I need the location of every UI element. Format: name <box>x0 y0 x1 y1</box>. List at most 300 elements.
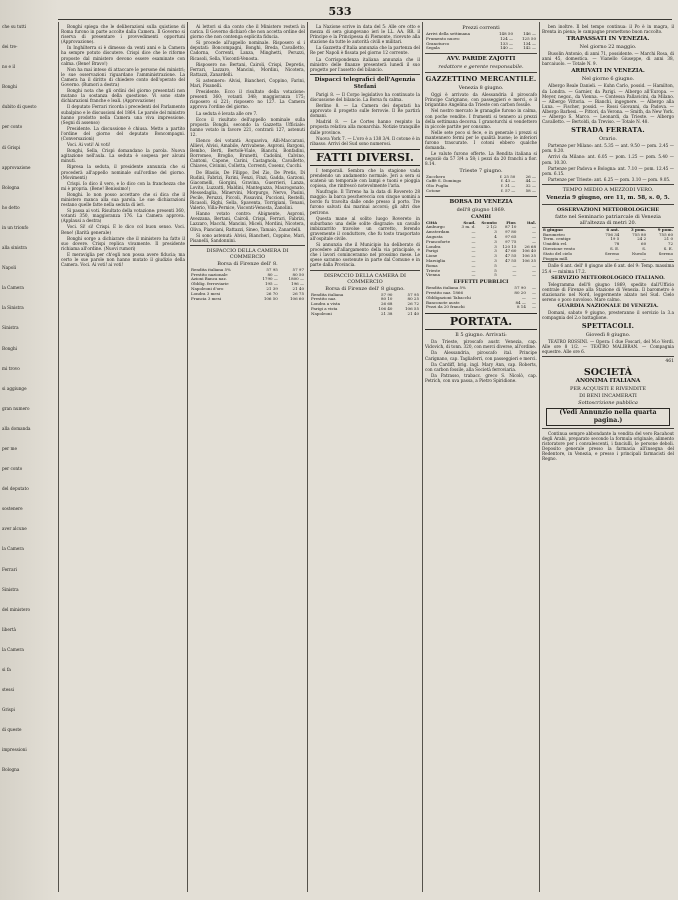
table-cell: 756 34 <box>605 232 620 237</box>
ferrata-paragraph: Partenze per Padova e Bologna: ant. 7.10 — pom. 12.45 — pom. 6.15. <box>542 165 674 176</box>
table-cell: Londra <box>426 244 441 249</box>
table-cell: Londra 3 mesi <box>191 291 221 296</box>
exchange-table-title: DISPACCIO DELLA CAMERA DI COMMERCIO <box>206 247 289 260</box>
table-cell: — <box>521 295 526 300</box>
table-cell: 3 <box>494 239 497 244</box>
table-cell: S. <box>642 247 647 252</box>
table-cell: Trieste <box>426 268 441 273</box>
vote-list-text <box>190 24 305 243</box>
report-paragraph: Si passa ai voti. Risultato della votazione: presenti 360, votanti 350, maggioranza 176. La Camera approva. (Applausi a destra) <box>61 208 185 224</box>
gazzettino-paragraph: Le valute furono offerte. La Rendita italiana si negoziò da 57 3/4 a 58; i pezzi da 20 franchi a fior. 8.14. <box>425 151 537 167</box>
portata-paragraph: Da Trieste, piroscafo austr. Venezia, cap. Vidovich, di tonn. 320, con merci diverse, all'ordine. <box>425 339 537 350</box>
cambi-title: CAMBI <box>471 213 491 220</box>
effetti-title: EFFETTI PUBBLICI <box>453 279 509 286</box>
divider <box>310 74 420 75</box>
text-fragment: mi trovo <box>2 365 20 371</box>
vote-paragraph: Si astennero: Alvisi, Biancheri, Coppino, Farini, Mari, Pisanelli. <box>190 77 305 89</box>
table-cell: 3 m. d. <box>461 225 476 230</box>
header-cell: Sconto <box>481 220 497 225</box>
ferrata-paragraph: Partenze per Trieste: ant. 6.25 — pom. 3.10 — pom. 9.05. <box>548 176 671 182</box>
report-paragraph: Il deputato Ferrari ricorda i precedenti del Parlamento subalpino e le discussioni del 1864. Le parole del ministro hanno prodotto nella Camera una viva impressione. (Segni di assenso) <box>61 104 185 125</box>
ferrata-text <box>542 143 674 182</box>
column-divider <box>187 22 188 892</box>
table-cell: Londra a vista <box>311 302 341 307</box>
table-cell: 5 <box>494 268 497 273</box>
arrivati-text: Albergo Reale Danieli. — Kuhn Carlo, possid. — Hamilton, da Londra. — Garnier, da Parigi. — Albergo all'Europa. — Meyer, negoz., da Vienna. — Contessa Pallavicini, da Milano. — Albergo Vittoria. — Bianchi, ingegnere. — Albergo alla Luna. — Fischer, possid. — Rossi Giovanni, da Padova. — Albergo Barbesi. — Pittori, da Verona. — Smith, da New York. — Albergo S. Marco. — Leonardi, da Trieste. — Albergo Cavalletto. — Bertoldi, da Treviso. — Totale N. 48. <box>542 83 674 125</box>
table-cell: 26 68 <box>524 244 536 249</box>
table-cell: f. 43 — <box>501 179 516 184</box>
table-cell: Nuvolo <box>631 251 647 256</box>
table-cell: 2 1/2 <box>486 225 497 230</box>
table-cell: Pezzi da 20 franchi <box>426 305 465 310</box>
table-cell: — <box>532 295 536 300</box>
report-paragraph: E meraviglia per ch'egli non possa avere fiducia; ma certo le sue parole non hanno mutato il giudizio della Camera. Voci. Ai voti! ai voti! <box>61 251 185 268</box>
divider <box>190 245 305 246</box>
servizio-title: SERVIZIO METEOROLOGICO ITALIANO. <box>551 274 665 281</box>
table-cell: Augusta <box>426 235 443 240</box>
table-cell: Frumento nuovo <box>426 36 460 41</box>
header-cell: 9 pom. <box>657 227 673 232</box>
table-cell: 21 38 <box>380 311 393 316</box>
report-paragraph: Presidente. La discussione è chiusa. Metto a partito l'ordine del giorno del deputato Boncompagni. (Conversazioni) <box>61 125 185 141</box>
header-cell: Città <box>426 220 437 225</box>
borsa-title: BORSA DI VENEZIA <box>449 198 513 205</box>
table-cell: — <box>532 268 536 273</box>
table-cell: Lione <box>426 254 438 259</box>
vote-paragraph: La seduta è levata alle ore 7. <box>196 110 258 116</box>
table-cell: 5 <box>494 273 497 278</box>
table-cell: — <box>532 239 536 244</box>
portata-title: PORTATA. <box>425 313 537 330</box>
text-fragment: Bologna <box>2 184 20 190</box>
vote-paragraph: Elenco dei votanti: Acquaviva, Alli-Maccarani, Allievi, Alvisi, Amabile, Arrivabene, Asproni, Bargoni, Bembo, Berti, Bertolè-Viale, Bianchi, Bonfadini, Borromeo, Broglio, Brunetti, Cadolini, Calvino, Cantoni, Capone, Carini, Castagnola, Cavalletto, Chiaves, Civinini, Collotta, Correnti, Cosenz, Cucchi. <box>190 137 305 169</box>
ferrata-paragraph: Arrivi da Milano: ant. 6.05 — pom. 1.25 — pom. 5.40 — pom. 10.30. <box>542 154 674 165</box>
gazzettino-paragraph: Oggi è arrivato da Alessandria il piroscafo Principe Carignano, con passeggieri e merci, e il brigantino Angelina da Trieste con carbon fossile. <box>425 92 537 108</box>
table-cell: 5 <box>494 263 497 268</box>
table-cell: — <box>532 300 536 305</box>
table-cell: — <box>642 256 647 261</box>
telegrams-text <box>310 92 420 146</box>
effetti-table <box>425 286 537 310</box>
table-cell: Direzione vento <box>543 247 575 252</box>
report-paragraph: Bonghi nota che gli ordini del giorno presentati non mutano la sostanza della questione. Vi sono state dichiarazioni franche e leali. (Approvazione) <box>61 88 185 104</box>
trapassati-date: Nel giorno 22 maggio. <box>579 44 637 51</box>
page-number: 533 <box>328 5 352 18</box>
divider <box>310 270 420 271</box>
table-row <box>310 312 420 317</box>
table-cell: — <box>532 235 536 240</box>
observations-title: OSSERVAZIONI METEOROLOGICHE <box>556 206 660 213</box>
cambi-table <box>425 221 537 279</box>
table-cell: 60 <box>641 242 647 247</box>
table-cell: 24 2 <box>637 237 647 242</box>
exchange-table <box>190 268 305 302</box>
table-cell: Marsiglia <box>426 259 446 264</box>
column-commerce <box>425 24 537 894</box>
table-cell: Amsterdam <box>426 230 450 235</box>
table-cell: Banconote austr. <box>426 300 461 305</box>
report-paragraph: Crispi. Io dico il vero, e lo dico con la franchezza che mi è propria. (Bene! Benissimo!) <box>61 180 185 191</box>
table-cell: — <box>615 256 620 261</box>
table-cell: 120 15 <box>502 244 517 249</box>
table-cell: Napoleoni d'oro <box>191 287 224 292</box>
table-cell: — <box>471 249 476 254</box>
table-cell: Azioni Banca naz. <box>191 277 227 282</box>
tempo-title: TEMPO MEDIO A MEZZODI VERO. <box>562 186 654 193</box>
table-cell: 80 10 <box>380 297 393 302</box>
table-cell: Obbligazioni Tabacchi <box>426 295 471 300</box>
table-cell: 80 50 <box>292 272 304 277</box>
table-cell: 26 68 <box>380 302 393 307</box>
table-cell: — <box>532 225 536 230</box>
text-fragment: si aggiunge <box>2 385 27 391</box>
guardia-title: GUARDIA NAZIONALE DI VENEZIA. <box>557 303 659 310</box>
portata-text <box>425 339 537 383</box>
gazzettino-paragraph: Nel nostro mercato le granaglie furono in calma, con poche vendite. I frumenti si tennero ai prezzi della settimana decorsa. I granoturchi si vendettero in piccole partite per consumo. <box>425 108 537 129</box>
table-row <box>190 297 305 302</box>
table-cell: 755 80 <box>632 232 647 237</box>
weather-notes <box>542 24 674 34</box>
table-cell: 140 — <box>500 46 514 51</box>
text-fragment: del deputato <box>2 486 29 492</box>
text-fragment: Sinistra <box>2 586 19 592</box>
text-fragment: la Camera <box>2 546 24 552</box>
fatti-diversi-title: FATTI DIVERSI. <box>310 149 420 166</box>
table-cell: 8 14 <box>516 305 526 310</box>
table-cell: — <box>471 239 476 244</box>
prices-header: Prezzi correnti <box>462 25 500 31</box>
report-paragraph: Bonghi, Sella, Crispi domandano la parola. Nuova agitazione nell'aula. La seduta è sospesa per alcuni minuti. <box>61 148 185 164</box>
vote-paragraph: Hanno votato contro: Abignente, Asproni, Avezzana, Bertani, Cairoli, Crispi, Ferrari, Fabrizi, Lazzaro, Macchi, Mancini, Miceli, Mordini, Nicotera, Oliva, Pianciani, Rattazzi, Sineo, Tamaio, Zanardelli. <box>190 211 305 232</box>
portata-date: Il 5 giugno. Arrivati: <box>455 332 507 339</box>
tempo-line: Venezia 9 giugno, ore 11, m. 58, s. 0, 5. <box>546 194 670 201</box>
table-cell: f. 31 — <box>501 184 516 189</box>
text-fragment: impressioni <box>2 747 27 753</box>
table-cell: 32 — <box>525 184 536 189</box>
vote-paragraph: Risposero no: Bertani, Cairoli, Crispi, Depretis, Ferrari, Lazzaro, Mancini, Mordini, Nicotera, Rattazzi, Zanardelli. <box>190 61 305 77</box>
table-cell: Pioggia mill. <box>543 256 569 261</box>
table-cell: — <box>532 263 536 268</box>
table-cell: 47 60 <box>504 249 517 254</box>
text-fragment: di queste <box>2 727 22 733</box>
vote-paragraph: De Blasiis, De Filippo, Del Zio, De Pretis, Di Rudinì, Fabrizi, Farini, Fenzi, Finzi, Gadda, Garzoni, Giacomelli, Giorgini, Gravina, Guerrieri, Lanza, Lovito, Luzzatti, Maldini, Mantegazza, Maurogonato, Messedaglia, Minervini, Morpurgo, Nervo, Pasini, Pecile, Peruzzi, Piccoli, Pissavini, Puccioni, Restelli, Ricasoli, Righi, Sella, Spaventa, Torrigiani, Tenani, Valerio, Villa-Pernice, Visconti-Venosta, Zanolini. <box>190 169 305 211</box>
fatti-diversi-text <box>310 168 420 268</box>
column-vote-list <box>190 24 305 894</box>
gazzettino-text <box>425 92 537 166</box>
exchange-table-subtitle: Borsa di Firenze dell' 8. <box>217 260 278 267</box>
table-cell: Amburgo <box>426 225 445 230</box>
divider <box>542 184 674 185</box>
table-cell: — <box>532 273 536 278</box>
table-cell: S. E. <box>609 247 620 252</box>
text-fragment: approvazione <box>2 164 31 170</box>
report-paragraph: Voci. Sì! sì! Crispi. E lo dico col buon senso. Voci. Bene! (Ilarità generale) <box>61 224 185 235</box>
table-cell: Stato del cielo <box>543 251 573 256</box>
report-paragraph: In Inghilterra si è dimesso da venti anni e la Camera ha sempre potuto discutere. Crispi dice che le riforme proposte dal ministero devono essere esaminate con calma. (Bene! Bravo!) <box>61 45 185 66</box>
report-paragraph: Non ha mai inteso di attaccare le persone dei ministri; le sue osservazioni riguardano l'amministrazione. La Camera ha il diritto di chiedere conto dell'operato del Governo. (Rumori a destra) <box>61 66 185 88</box>
text-fragment: si fa <box>2 667 11 672</box>
table-cell: S. E. <box>663 247 673 252</box>
vote-paragraph: Presidente. Ecco il risultato della votazione: presenti 360; votanti 348; maggioranza 175; risposero sì 221; risposero no 127. La Camera approva l'ordine del giorno. <box>190 89 305 110</box>
table-cell: Term. centigr. <box>543 237 572 242</box>
gazzettino-title: GAZZETTINO MERCANTILE. <box>425 75 537 84</box>
divider <box>425 72 537 73</box>
table-cell: 134 — <box>523 41 536 46</box>
text-fragment: Sinistra <box>2 325 19 331</box>
table-cell: Prestito nazionale <box>191 272 228 277</box>
spettacoli-title: SPETTACOLI. <box>581 322 635 331</box>
text-fragment: Bologna <box>2 767 20 773</box>
ad-subtitle: ANONIMA ITALIANA <box>575 377 641 384</box>
table-cell: 124 — <box>500 36 514 41</box>
table-cell: Parigi a vista <box>311 306 338 311</box>
header-rule <box>58 19 672 20</box>
table-cell: — <box>532 230 536 235</box>
divider <box>425 196 537 197</box>
weather-paragraph: ben inoltre. Il bel tempo continua: il Po è in magra, il Brenta in piena; le campagne promettono buon raccolto. <box>542 24 674 35</box>
portata-paragraph: Da Patrasso, trabacc. greco S. Nicolò, cap. Petrich, con uva passa, a Pietro Spiridione. <box>425 372 537 383</box>
column-divider <box>422 22 423 892</box>
table-cell: — <box>471 273 476 278</box>
table-cell: Sereno <box>604 251 620 256</box>
table-cell: — <box>532 305 536 310</box>
table-cell: Vienna <box>426 273 441 278</box>
vote-paragraph: Ai lettori si dia conto che il Ministero resterà in carica. Il Governo dichiarò che non accetta ordine del giorno che non contenga esplicita fiducia. <box>190 24 305 40</box>
table-cell: f. 25 50 <box>499 174 516 179</box>
vote-paragraph: Si procede all'appello nominale. Risposero sì i deputati: Boncompagni, Bonghi, Breda, Cavalletto, Cadorna, Correnti, Lanza, Minghetti, Peruzzi, Ricasoli, Sella, Visconti-Venosta. <box>190 40 305 61</box>
table-cell: 97 80 <box>504 230 517 235</box>
table-cell: 106 40 <box>522 249 536 254</box>
table-cell: 80 — <box>267 272 278 277</box>
table-row <box>425 46 537 51</box>
vote-paragraph: Si sono astenuti: Alvisi, Biancheri, Coppino, Mari, Pisanelli, Sandonnini. <box>190 232 305 243</box>
ad-line: Sottoscrizione pubblica <box>578 399 638 406</box>
text-fragment: la Camera <box>2 646 24 652</box>
table-cell: Zucchero <box>426 174 446 179</box>
ferrata-title: STRADA FERRATA. <box>571 126 645 135</box>
table-cell: Rendita italiana 5% <box>426 286 466 291</box>
telegram-paragraph: Berlino 8. — La Camera dei deputati ha approvato il progetto sulle ferrovie. Il Re partirà domani. <box>310 103 420 119</box>
text-fragment: di Grispi <box>2 144 21 150</box>
table-cell: Olio Puglia <box>426 184 449 189</box>
ad-number: 461 <box>665 359 674 365</box>
table-cell: 196 — <box>291 282 304 287</box>
table-cell: 3 <box>494 244 497 249</box>
text-fragment: Napoli <box>2 265 17 271</box>
table-cell: 21 39 <box>266 287 278 292</box>
divider <box>542 356 674 357</box>
table-cell: Prestito naz. <box>311 297 337 302</box>
table-cell: 57 90 <box>380 292 393 297</box>
vote-paragraph: Ecco il risultato dell'appello nominale sulla proposta Bonghi, secondo la Gazzetta Ufficiale: hanno votato in favore 221, contrarii 127, astenuti 12. <box>190 116 305 137</box>
column-notices <box>542 24 674 894</box>
text-fragment: per conto <box>2 124 23 130</box>
observations-table <box>542 227 674 263</box>
table-cell: 755 60 <box>659 232 673 237</box>
fatti-paragraph: Naufragio. Il Tirreno ha la data di Rovereto 28 maggio: la barca peschereccia con cinque uomini a bordo fu travolta dalle onde presso il porto. Tre furono salvati dai marinai accorsi; gli altri due perirono. <box>310 189 420 215</box>
header-cell: 3 pom. <box>630 227 647 232</box>
trapassati-text: Busolin Antonio, di anni 71, possidente. — Marchi Rosa, di anni 45, domestica. — Vianello Giuseppe, di anni 38, barcaiuolo. — Totale N. 9. <box>542 51 674 67</box>
trieste-title: Trieste 7 giugno. <box>459 167 503 174</box>
observations-subtitle: fatte nel Seminario patriarcale di Venezia all'altezza di metri 20. <box>555 213 661 226</box>
text-fragment: Grispi <box>2 707 15 713</box>
table-cell: — <box>512 268 517 273</box>
table-cell: 26 75 <box>292 291 304 296</box>
table-cell: 87 10 <box>504 225 517 230</box>
table-cell: Umidità rel. <box>543 242 568 247</box>
signature-role: redattore e gerente responsabile. <box>438 64 524 71</box>
news-paragraph: La Gazzetta d'Italia annunzia che la partenza del Re per Napoli è fissata pel giorno 12 corrente. <box>310 45 420 56</box>
table-cell: — <box>471 268 476 273</box>
text-fragment: dei tre- <box>2 44 18 50</box>
column-divider <box>307 22 308 892</box>
table-cell: — <box>532 291 536 296</box>
text-fragment: sostenere <box>2 506 23 512</box>
portata-paragraph: Da Cardiff, brig. ingl. Mary Ann, cap. Roberts, con carbon fossile, alla Società ferroviaria. <box>425 361 537 372</box>
table-cell: 84 — <box>515 300 526 305</box>
table-cell: 80 20 <box>514 291 526 296</box>
text-fragment: alla domanda <box>2 425 31 431</box>
table-cell: 195 — <box>264 282 278 287</box>
table-cell: 142 — <box>523 46 536 51</box>
text-fragment: aver alcune <box>2 526 27 532</box>
header-cell: 8 giugno <box>543 227 563 232</box>
borsa-subtitle: dell'8 giugno 1869. <box>456 206 506 213</box>
text-fragment: stessi <box>2 687 14 693</box>
table-cell: — <box>512 273 517 278</box>
table-cell: — <box>471 259 476 264</box>
ad-line: DI BENI INCAMERATI <box>579 392 637 399</box>
text-fragment: la Sinistra <box>2 305 24 311</box>
text-fragment: Bonghi <box>2 345 18 351</box>
dispatch-table-title: DISPACCIO DELLA CAMERA DI COMMERCIO <box>324 272 406 285</box>
table-cell: — <box>532 286 536 291</box>
table-row <box>425 305 537 310</box>
table-cell: — <box>471 244 476 249</box>
table-cell: — <box>471 230 476 235</box>
guardia-text: Domani, sabato 9 giugno, presteranno il servizio la 3.a compagnia del 2.o battaglione. <box>542 310 674 321</box>
table-cell: 3 <box>494 249 497 254</box>
table-cell: 57 97 <box>292 267 304 272</box>
text-fragment: la Camera <box>2 285 24 291</box>
observations-note: Dalle 6 ant. dell' 8 giugno alle 6 ant. del 9: Temp. massima 25.4 — minima 17.2. <box>542 263 674 274</box>
report-paragraph: Bonghi sorge a dichiarare che il ministero ha fatto il suo dovere. Crispi replica vivamente. Il presidente richiama all'ordine. (Nuovi rumori) <box>61 235 185 251</box>
text-fragment: no e il <box>2 64 16 70</box>
table-cell: 19 5 <box>610 237 620 242</box>
table-cell: 44 — <box>525 179 536 184</box>
text-fragment: per me <box>2 445 17 451</box>
portata-paragraph: Da Alessandria, piroscafo ital. Principe Carignano, cap. Tagliaferri, con passeggieri e merci. <box>425 350 537 361</box>
table-cell: 3 <box>494 259 497 264</box>
trapassati-title: TRAPASSATI IN VENEZIA. <box>566 36 650 43</box>
ad-title: SOCIETÀ <box>583 366 633 378</box>
table-cell: 106 60 <box>290 296 304 301</box>
arrivati-date: Nel giorno 6 giugno. <box>581 76 635 83</box>
report-paragraph: Ripresa la seduta, il presidente annunzia che si procederà all'appello nominale sull'ordine del giorno. (Movimenti) <box>61 164 185 180</box>
column-news <box>310 24 420 894</box>
table-cell: 1790 — <box>262 277 278 282</box>
text-fragment: che su tutti <box>2 24 27 29</box>
table-cell: 21 40 <box>407 311 419 316</box>
ad-text: Continua sempre abbondante la vendita del vero Racahout degli Arabi, preparato secondo la formula originale, alimento ristoratore per i convalescenti, i fanciulli, le persone deboli. Deposito generale presso la farmacia all'insegna del Redentore, in Venezia, e presso i principali farmacisti del Regno. <box>542 430 674 462</box>
table-cell: 148 50 <box>499 32 514 36</box>
table-row <box>425 189 537 194</box>
table-cell: 26 70 <box>266 291 278 296</box>
table-cell: Granoturco <box>426 41 450 46</box>
table-cell: 3 <box>494 230 497 235</box>
news-paragraph: La Nazione scrive in data del 5: Alle ore otto e mezza di sera giungevano ieri le LL. AA. RR. il Principe e la Principessa di Piemonte, ricevute alla stazione da tutte le autorità civili e militari. <box>310 24 420 45</box>
ferrata-subtitle: Orario. <box>599 136 617 143</box>
fatti-paragraph: Si annunzia che il Municipio ha deliberato di procedere all'allargamento della via principale, e che i lavori cominceranno nel prossimo mese. Le spese saranno sostenute in parte dal Comune e in parte dalla Provincia. <box>310 242 420 268</box>
header-cell: Scad. <box>463 220 476 225</box>
table-cell: — <box>471 235 476 240</box>
fatti-paragraph: I temporali. Sembra che la stagione vada prendendo un andamento normale. Jeri a sera si scatenò un temporale con lampi e tuoni e pioggia copiosa, che rinfrescò notevolmente l'aria. <box>310 167 420 189</box>
prices-table <box>425 32 537 51</box>
arrivati-title: ARRIVATI IN VENEZIA. <box>571 68 645 75</box>
table-cell: 106 40 <box>378 306 393 311</box>
table-cell: 106 55 <box>405 306 419 311</box>
table-cell: Francia 3 mesi <box>191 296 222 301</box>
table-cell: 80 25 <box>407 297 419 302</box>
spettacoli-text: TEATRO ROSSINI. — Opera: I due Foscari, del M.o Verdi. Alle ore 8 1/2. — TEATRO MALIBRAN. — Compagnia equestre. Alle ore 6. <box>542 339 674 355</box>
table-cell: 57 95 <box>266 267 278 272</box>
report-paragraph: Voci. Ai voti! Ai voti! <box>67 142 111 148</box>
text-fragment: alla sinistra <box>2 245 27 251</box>
signature: AVV. PARIDE ZAJOTTI <box>446 56 516 63</box>
telegram-paragraph: Nuova York 7. — L'oro è a 138 3/4. Il cotone è in ribasso. Arrivi del Sud sono numerosi. <box>310 135 420 146</box>
dispatch-table <box>310 293 420 317</box>
ad-line: PER ACQUISTI E RIVENDITE <box>569 385 646 392</box>
table-row <box>425 273 537 278</box>
table-cell: f. 57 — <box>501 188 516 193</box>
column-divider <box>539 22 540 892</box>
header-cell: Fior. <box>506 220 517 225</box>
divider <box>542 204 674 205</box>
header-cell: 6 ant. <box>606 227 620 232</box>
text-fragment: libertà <box>2 626 17 632</box>
table-cell: 47 55 <box>504 259 517 264</box>
servizio-text: Telegramma dell'8 giugno 1869, spedito dall'Ufficio centrale di Firenze alla Stazione di Venezia. Il barometro è stazionario nel Nord, leggermente alzato nel Sud. Cielo sereno o poco nuvoloso. Mare calmo. <box>542 281 674 302</box>
table-cell: Parigi <box>426 249 438 254</box>
divider <box>425 53 537 54</box>
report-paragraph: Bonghi spiega che le deliberazioni sulla quistione di Roma furono in parte accolte dalla Camera. Il Governo si riserva di presentare i provvedimenti opportuni (Approvazione). <box>61 24 185 45</box>
table-cell: Francoforte <box>426 239 451 244</box>
table-cell: Napoleoni <box>311 311 332 316</box>
table-cell: — <box>669 256 673 261</box>
telegrams-title: Dispacci telegrafici dell'Agenzia Stefani <box>314 76 416 90</box>
table-cell: Rendita italiana 5% <box>191 267 231 272</box>
table-cell: 133 — <box>500 41 514 46</box>
table-cell: 106 50 <box>263 296 278 301</box>
table-cell: Segala <box>426 46 440 51</box>
text-fragment: ho detto <box>2 204 20 210</box>
table-cell: 106 35 <box>522 254 536 259</box>
table-cell: 97 75 <box>504 239 517 244</box>
gazzettino-paragraph: Nelle sete poco si fece, e in generale i prezzi si mantennero fermi per le qualità buone; le inferiori furono trascurate. I cotoni ebbero qualche domanda. <box>425 129 537 151</box>
table-cell: 97 65 <box>504 235 517 240</box>
column-cut-left <box>2 24 56 894</box>
text-fragment: in un trionfo <box>2 224 29 230</box>
table-cell: Prestito naz. 1866 <box>426 291 463 296</box>
table-cell: 57 90 <box>514 286 526 291</box>
ad-note: (Vedi Annunzio nella quarta pagina.) <box>546 408 670 426</box>
gazzettino-date: Venezia 8 giugno. <box>458 85 504 92</box>
table-cell: 72 <box>667 242 673 247</box>
table-cell: 26 — <box>525 174 536 179</box>
table-cell: 3 <box>494 254 497 259</box>
divider <box>542 428 674 429</box>
table-cell: Arrivi della settimana <box>426 32 470 36</box>
